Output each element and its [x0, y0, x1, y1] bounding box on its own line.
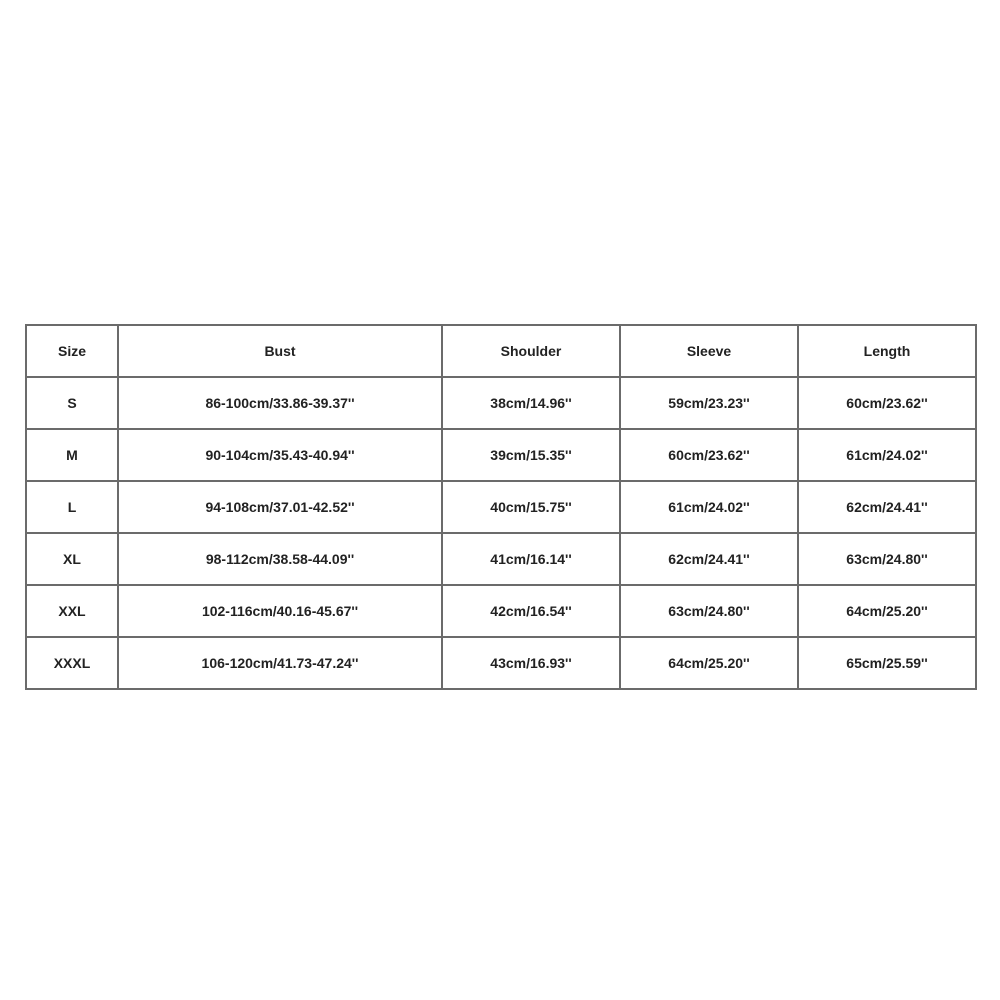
table-row [26, 481, 976, 533]
cell-size: S [26, 377, 118, 429]
cell-bust: 106-120cm/41.73-47.24'' [118, 637, 442, 689]
cell-length: 64cm/25.20'' [798, 585, 976, 637]
header-size: Size [26, 325, 118, 377]
cell-sleeve: 60cm/23.62'' [620, 429, 798, 481]
cell-sleeve: 63cm/24.80'' [620, 585, 798, 637]
cell-shoulder: 42cm/16.54'' [442, 585, 620, 637]
header-length: Length [798, 325, 976, 377]
cell-length: 61cm/24.02'' [798, 429, 976, 481]
cell-bust: 102-116cm/40.16-45.67'' [118, 585, 442, 637]
cell-shoulder: 43cm/16.93'' [442, 637, 620, 689]
cell-size: XXL [26, 585, 118, 637]
table-row [26, 429, 976, 481]
cell-bust: 98-112cm/38.58-44.09'' [118, 533, 442, 585]
header-sleeve: Sleeve [620, 325, 798, 377]
table-header-row [26, 325, 976, 377]
cell-shoulder: 39cm/15.35'' [442, 429, 620, 481]
cell-size: L [26, 481, 118, 533]
cell-sleeve: 61cm/24.02'' [620, 481, 798, 533]
table-row [26, 637, 976, 689]
header-bust: Bust [118, 325, 442, 377]
cell-shoulder: 41cm/16.14'' [442, 533, 620, 585]
cell-sleeve: 59cm/23.23'' [620, 377, 798, 429]
cell-length: 60cm/23.62'' [798, 377, 976, 429]
table-row [26, 377, 976, 429]
table-row [26, 585, 976, 637]
cell-length: 63cm/24.80'' [798, 533, 976, 585]
size-chart-table [25, 324, 977, 690]
cell-size: XL [26, 533, 118, 585]
cell-size: XXXL [26, 637, 118, 689]
cell-shoulder: 38cm/14.96'' [442, 377, 620, 429]
table-row [26, 533, 976, 585]
header-shoulder: Shoulder [442, 325, 620, 377]
cell-bust: 86-100cm/33.86-39.37'' [118, 377, 442, 429]
cell-length: 62cm/24.41'' [798, 481, 976, 533]
cell-bust: 90-104cm/35.43-40.94'' [118, 429, 442, 481]
cell-bust: 94-108cm/37.01-42.52'' [118, 481, 442, 533]
cell-shoulder: 40cm/15.75'' [442, 481, 620, 533]
cell-length: 65cm/25.59'' [798, 637, 976, 689]
cell-sleeve: 62cm/24.41'' [620, 533, 798, 585]
cell-sleeve: 64cm/25.20'' [620, 637, 798, 689]
cell-size: M [26, 429, 118, 481]
